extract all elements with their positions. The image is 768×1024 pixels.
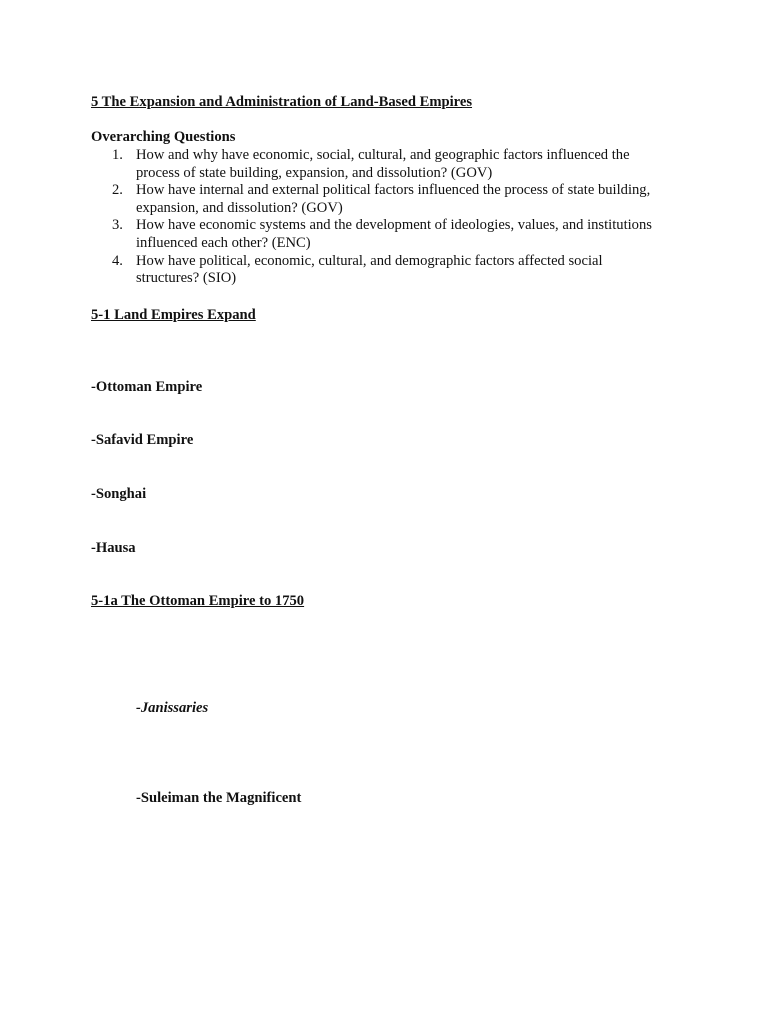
question-item: [91, 253, 691, 288]
question-text-line: expansion, and dissolution? (GOV): [136, 199, 343, 216]
term-ottoman-empire: -Ottoman Empire: [91, 379, 203, 395]
question-item: [91, 147, 691, 182]
question-number: 2.: [112, 182, 123, 199]
term-janissaries: -Janissaries: [136, 700, 209, 716]
question-item: [91, 217, 691, 252]
question-number: 4.: [112, 252, 123, 269]
overarching-questions-heading: Overarching Questions: [91, 129, 236, 145]
question-text-line: How have political, economic, cultural, and demographic factors affected social: [136, 252, 603, 269]
term-hausa: -Hausa: [91, 540, 136, 556]
question-text-line: How have economic systems and the development of ideologies, values, and institutions: [136, 217, 652, 234]
term-suleiman-the-magnificent: -Suleiman the Magnificent: [136, 790, 302, 806]
question-number: 1.: [112, 147, 123, 163]
question-text-line: How have internal and external political factors influenced the process of state building,: [136, 182, 651, 199]
question-text-line: influenced each other? (ENC): [136, 234, 311, 251]
term-songhai: -Songhai: [91, 486, 147, 502]
overarching-questions-list: [91, 147, 691, 288]
question-number: 3.: [112, 217, 123, 234]
question-text-line: How and why have economic, social, cultural, and geographic factors influenced the: [136, 147, 630, 163]
term-safavid-empire: -Safavid Empire: [91, 432, 194, 448]
section-5-1a-heading: 5-1a The Ottoman Empire to 1750: [91, 593, 305, 609]
document-title: 5 The Expansion and Administration of Land-Based Empires: [91, 94, 473, 110]
question-text-line: structures? (SIO): [136, 270, 237, 287]
question-text-line: process of state building, expansion, and dissolution? (GOV): [136, 164, 493, 181]
question-item: [91, 182, 691, 217]
section-5-1-heading: 5-1 Land Empires Expand: [91, 307, 256, 323]
